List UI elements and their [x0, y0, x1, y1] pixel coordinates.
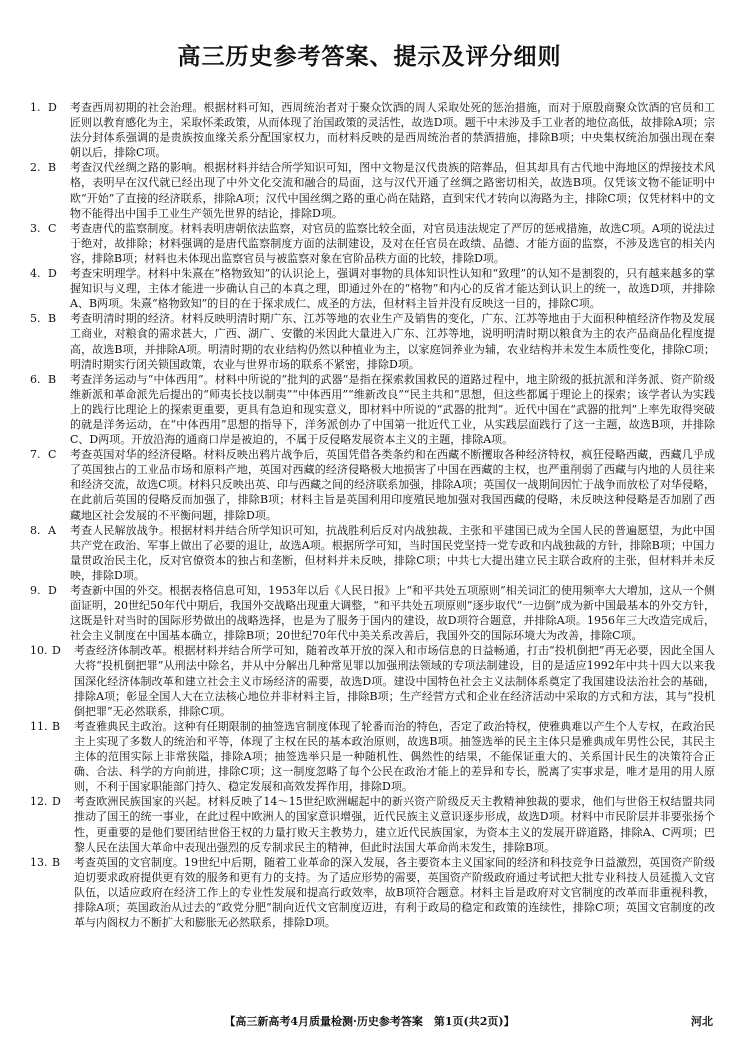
question-number: 12. — [30, 795, 48, 809]
answer-item — [30, 311, 715, 371]
explanation-text: 考查欧洲民族国家的兴起。材料反映了14～15世纪欧洲崛起中的新兴资产阶级反天主教精神独裁的要求，他们与世俗王权结盟共同推动了国王的统一事业，在此过程中欧洲人的国家意识增强，近代民族主义意识逐步形成，故选D项。材料中市民阶层并非要张扬个性，更重要的是他们要团结世俗王权的力量打败天主教势力，建立近代民族国家，为资本主义的发展开辟道路，排除A、C两项；巴黎人民在法国大革命中表现出强烈的反专制求民主的精神，但此时法国大革命尚未发生，排除B项。 — [74, 795, 715, 854]
question-number: 9. — [30, 584, 41, 597]
question-number: 4. — [30, 267, 41, 281]
answer-item — [30, 643, 715, 718]
question-number: 11. — [30, 719, 48, 733]
answer-letter: B — [48, 161, 57, 175]
question-number: 8. — [30, 523, 41, 537]
answer-letter: B — [52, 855, 61, 869]
answer-letter: B — [48, 372, 57, 386]
answer-item — [30, 794, 715, 854]
answer-item — [30, 855, 715, 930]
answer-letter: D — [52, 644, 61, 658]
explanation-text: 考查西周初期的社会治理。根据材料可知，西周统治者对于聚众饮酒的周人采取处死的惩治措施，而对于原殷商聚众饮酒的官员和工匠则以教育感化为主，采取怀柔政策，从而体现了治国政策的灵活性，故选D项。题干中未涉及手工业者的地位高低，故排除A项；宗法分封体系强调的是贵族按血缘关系分配国家权力，而材料反映的是西周统治者的禁酒措施，排除B项；中央集权统治加强出现在秦朝以后，排除C项。 — [70, 101, 715, 160]
answer-list — [30, 100, 715, 930]
explanation-text: 考查宋明理学。材料中朱熹在“格物致知”的认识论上，强调对事物的具体知识性认知和“致理”的认知不是割裂的，只有越来越多的掌握知识与义理，主体才能进一步确认自己的本真之理，即通过外在的“格物”和内心的反省才能达到认识上的统一，故选D项，并排除A、B两项。朱熹“格物致知”的目的在于探求成仁、成圣的方法，但材料主旨并没有反映这一目的，排除C项。 — [70, 267, 715, 311]
answer-item — [30, 372, 715, 447]
answer-letter: D — [48, 267, 57, 281]
answer-item — [30, 100, 715, 160]
explanation-text: 考查人民解放战争。根据材料并结合所学知识可知，抗战胜利后反对内战独裁、主张和平建国已成为全国人民的普遍愿望，为此中国共产党在政治、军事上做出了必要的退让，故选A项。根据所学可知，当时国民党坚持一党专政和内战独裁的方针，排除B项；中国力量贯政治民主化，反对官僚资本的独占和垄断，但材料并未反映，排除C项；中共七大提出建立民主联合政府的主张，但材料并未反映，排除D项。 — [70, 523, 715, 582]
answer-letter: B — [48, 312, 57, 326]
footer-text: 【高三新高考4月质量检测·历史参考答案 第1页(共2页)】 — [224, 1015, 515, 1028]
explanation-text: 考查汉代丝绸之路的影响。根据材料并结合所学知识可知，图中文物是汉代贵族的陪葬品，但其却具有古代地中海地区的焊接技术风格，表明早在汉代就已经出现了中外文化交流和融合的局面，这与汉代开通了丝绸之路密切相关，故选B项。仅凭该文物不能证明中欧“开始”了直接的经济联系，排除A项；汉代中国丝绸之路的重心尚在陆路，直到宋代才转向以海路为主，排除C项；仅凭材料中的文物不能得出中国手工业生产领先世界的结论，排除D项。 — [70, 161, 715, 220]
answer-item — [30, 266, 715, 311]
page-title: 高三历史参考答案、提示及评分细则 — [177, 44, 562, 70]
answer-letter: D — [48, 101, 57, 114]
explanation-text: 考查新中国的外交。根据表格信息可知，1953年以后《人民日报》上“和平共处五项原则”相关词汇的使用频率大大增加，这从一个侧面证明，20世纪50年代中期后，我国外交战略出现重大调整，“和平共处五项原则”逐步取代“一边倒”成为新中国最基本的外交方针，这既是针对当时的国际形势做出的战略选择，也是为了服务于国内的建设，故D项符合题意，并排除A项。1956年三大改造完成后，社会主义制度在中国基本确立，排除B项；20世纪70年代中美关系改善后，我国外交的国际环境大为改善，排除C项。 — [70, 584, 715, 643]
explanation-text: 考查英国的文官制度。19世纪中后期，随着工业革命的深入发展，各主要资本主义国家间的经济和科技竞争日益激烈，英国资产阶级迫切要求政府提供更有效的服务和更有力的支持。为了适应形势的需要，英国资产阶级政府通过考试把大批专业科技人员延揽入文官队伍，以适应政府在经济工作上的专业性发展和提高行政效率，故B项符合题意。材料主旨是政府对文官制度的改革而非重视科教，排除A项；英国政治从过去的“政党分肥”制向近代文官制度迈进，有利于政局的稳定和政策的连续性，排除C项；英国文官制度的改革与内阁权力不断扩大和膨胀无必然联系，排除D项。 — [74, 855, 715, 930]
answer-item — [30, 447, 715, 522]
footer-region: 河北 — [691, 1015, 713, 1028]
answer-letter: A — [48, 523, 56, 537]
explanation-text: 考查洋务运动与“中体西用”。材料中所说的“批判的武器”是指在探索救国救民的道路过程中，地主阶级的抵抗派和洋务派、资产阶级维新派和革命派先后提出的“师夷长技以制夷”“中体西用”“维新改良”“民主共和”思想，但这些都属于理论上的探索；该学者认为实践上的践行比理论上的探索更重要，更具有急迫和现实意义，即材料中所说的“武器的批判”。近代中国在“武器的批判”上率先取得突破的就是洋务运动，在“中体西用”思想的指导下，洋务派创办了中国第一批近代工业，从实践层面践行了这一主题，故选B项，并排除C、D两项。开放沿海的通商口岸是被迫的，不属于反侵略发展资本主义的主题，排除A项。 — [70, 372, 715, 447]
explanation-text: 考查明清时期的经济。材料反映明清时期广东、江苏等地的农业生产及销售的变化，广东、江苏等地由于大面积种植经济作物及发展工商业，对粮食的需求甚大，广西、湖广、安徽的米因此大量进入广东、江苏等地，说明明清时期以粮食为主的农产品商品化程度提高，故选B项，并排除A项。明清时期的农业结构仍然以种植业为主，以家庭饲养业为辅，农业结构并未发生本质性变化，排除C项；明清时期实行闭关锁国政策，农业与世界市场的联系不紧密，排除D项。 — [70, 312, 715, 371]
answer-item — [30, 719, 715, 794]
answer-letter: D — [48, 584, 57, 597]
answer-letter: D — [52, 795, 61, 809]
question-number: 7. — [30, 448, 41, 462]
answer-letter: B — [52, 719, 61, 733]
question-number: 10. — [30, 644, 48, 658]
question-number: 1. — [30, 101, 41, 114]
explanation-text: 考查唐代的监察制度。材料表明唐朝依法监察，对官员的监察比较全面，对官员违法规定了严厉的惩戒措施，故选C项。A项的说法过于绝对，故排除；材料强调的是唐代监察制度方面的法制建设，及对在任官员在政绩、品德、才能方面的监察，不涉及选官的相关内容，排除B项；材料也未体现出监察官员与被监察对象在官阶品秩方面的比较，排除D项。 — [70, 221, 715, 265]
explanation-text: 考查英国对华的经济侵略。材料反映出鸦片战争后，英国凭借各类条约和在西藏不断攫取各种经济特权，疯狂侵略西藏，西藏几乎成了英国独占的工业品市场和原料产地，英国对西藏的经济侵略极大地损害了中国在西藏的主权，也严重削弱了西藏与内地的人员往来和经济交流，故选C项。材料只反映出英、印与西藏之间的经济联系加强，排除A项；英国仅一战期间因忙于战争而放松了对华侵略，在此前后英国的侵略反而加强了，排除B项；材料主旨是英国利用印度殖民地加强对我国西藏的侵略，未反映这种侵略是否加剧了西藏地区社会发展的不平衡问题，排除D项。 — [70, 448, 715, 522]
explanation-text: 考查雅典民主政治。这种有任期限制的抽签选官制度体现了轮番而治的特色，否定了政治特权，使雅典难以产生个人专权，在政治民主上实现了多数人的统治和平等，体现了主权在民的基本政治原则，故选B项。抽签选举的民主主体只是雅典成年男性公民，其民主主体的范围实际上非常狭隘，排除A项；抽签选举只是一种随机性、偶然性的结果，不能保证重大的、关系国计民生的决策符合正确、合法、科学的方向前进，排除C项；这一制度忽略了每个公民在政治才能上的差异和专长，脱离了实事求是，唯才是用的用人原则，不利于国家职能部门持久、稳定发展和高效发挥作用，排除D项。 — [74, 719, 715, 794]
answer-letter: C — [48, 221, 57, 235]
answer-item — [30, 221, 715, 266]
answer-item — [30, 160, 715, 220]
question-number: 5. — [30, 312, 41, 326]
question-number: 3. — [30, 221, 41, 235]
question-number: 6. — [30, 372, 41, 386]
answer-item — [30, 523, 715, 583]
page-footer — [0, 1013, 739, 1029]
answer-item — [30, 583, 715, 643]
answer-letter: C — [48, 448, 57, 462]
question-number: 13. — [30, 855, 48, 869]
explanation-text: 考查经济体制改革。根据材料并结合所学可知，随着改革开放的深入和市场信息的日益畅通，打击“投机倒把”再无必要，因此全国人大将“投机倒把罪”从刑法中除名，并从中分解出几种常见罪以加强刑法领域的专项法制建设，目的是适应1992年中共十四大以来我国深化经济体制改革和建立社会主义市场经济的需要，故选D项。建设中国特色社会主义法制体系奠定了我国建设法治社会的基础，排除A项；彰显全国人大在立法核心地位并非材料主旨，排除B项；生产经营方式和企业在经济活动中采取的方式和方法，其与“投机倒把罪”无必然联系，排除C项。 — [74, 644, 715, 718]
question-number: 2. — [30, 161, 41, 175]
